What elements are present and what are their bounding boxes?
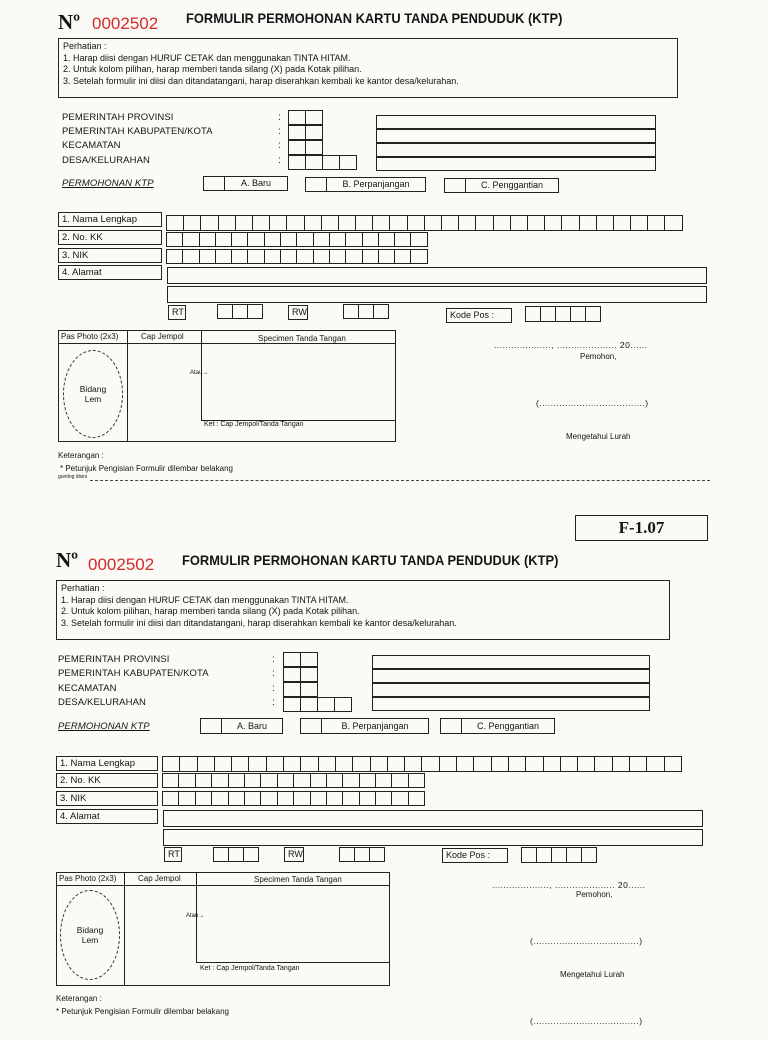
- nik-boxes[interactable]: [163, 791, 425, 806]
- permohonan-label: PERMOHONAN KTP: [58, 721, 150, 732]
- colon: :: [278, 126, 281, 137]
- char-box[interactable]: [521, 847, 537, 863]
- char-box[interactable]: [544, 215, 562, 231]
- district-code-boxes[interactable]: [284, 682, 318, 697]
- option-perpanjangan[interactable]: [305, 177, 426, 192]
- photo-divider: [127, 330, 128, 442]
- char-box[interactable]: [335, 756, 353, 772]
- date-line: ...................., ..................... 20......: [492, 880, 646, 890]
- char-box[interactable]: [664, 215, 682, 231]
- option-penggantian-label: C. Penggantian: [461, 718, 555, 734]
- specimen-bottom-line: [196, 962, 390, 963]
- char-box[interactable]: [579, 215, 597, 231]
- district-name-field[interactable]: [372, 683, 650, 697]
- char-box[interactable]: [339, 847, 355, 862]
- alamat-label: 4. Alamat: [58, 265, 162, 280]
- char-box[interactable]: [404, 756, 422, 772]
- char-box[interactable]: [389, 215, 407, 231]
- glue-label-1: Bidang: [79, 384, 107, 394]
- option-baru[interactable]: [200, 718, 283, 734]
- keterangan-text: * Petunjuk Pengisian Formulir dilembar belakang: [60, 464, 233, 473]
- district-label: KECAMATAN: [58, 683, 117, 694]
- char-box[interactable]: [300, 756, 318, 772]
- char-box[interactable]: [260, 773, 277, 788]
- char-box[interactable]: [326, 773, 343, 788]
- char-box[interactable]: [277, 773, 294, 788]
- char-box[interactable]: [304, 215, 322, 231]
- char-box[interactable]: [235, 215, 253, 231]
- char-box[interactable]: [310, 773, 327, 788]
- note-item: 1. Harap diisi dengan HURUF CETAK dan menggunakan TINTA HITAM.: [61, 594, 349, 605]
- kk-label: 2. No. KK: [58, 230, 162, 245]
- char-box[interactable]: [359, 791, 376, 806]
- colon: :: [278, 155, 281, 166]
- char-box[interactable]: [166, 215, 184, 231]
- char-box[interactable]: [585, 306, 601, 322]
- char-box[interactable]: [664, 756, 682, 772]
- photo-header-line: [58, 343, 396, 344]
- char-box[interactable]: [296, 249, 313, 264]
- char-box[interactable]: [543, 756, 561, 772]
- char-box[interactable]: [540, 306, 556, 322]
- char-box[interactable]: [378, 232, 395, 247]
- village-name-field[interactable]: [376, 157, 656, 171]
- char-box[interactable]: [391, 791, 408, 806]
- alamat-label: 4. Alamat: [56, 809, 158, 824]
- char-box[interactable]: [329, 232, 346, 247]
- date-line: ...................., ..................... 20......: [494, 340, 648, 350]
- province-label: PEMERINTAH PROVINSI: [58, 654, 170, 665]
- char-box[interactable]: [510, 215, 528, 231]
- char-box[interactable]: [439, 756, 457, 772]
- char-box[interactable]: [318, 756, 336, 772]
- char-box[interactable]: [321, 215, 339, 231]
- char-box[interactable]: [326, 791, 343, 806]
- char-box[interactable]: [214, 756, 232, 772]
- or-label: Atau: [190, 370, 203, 376]
- rt-label: RT: [164, 847, 182, 862]
- char-box[interactable]: [551, 847, 567, 863]
- char-box[interactable]: [359, 773, 376, 788]
- notes-heading: Perhatian :: [63, 41, 107, 51]
- char-box[interactable]: [211, 773, 228, 788]
- char-box[interactable]: [217, 304, 233, 319]
- char-box[interactable]: [232, 304, 248, 319]
- keterangan-text: * Petunjuk Pengisian Formulir dilembar belakang: [56, 1007, 229, 1016]
- form-title: FORMULIR PERMOHONAN KARTU TANDA PENDUDUK (KTP): [186, 10, 563, 26]
- lurah-label: Mengetahui Lurah: [566, 432, 631, 441]
- char-box[interactable]: [407, 215, 425, 231]
- char-box[interactable]: [162, 773, 179, 788]
- char-box[interactable]: [252, 215, 270, 231]
- nama-label: 1. Nama Lengkap: [56, 756, 158, 771]
- cut-line: [90, 480, 710, 481]
- village-label: DESA/KELURAHAN: [62, 155, 150, 166]
- char-box[interactable]: [527, 215, 545, 231]
- char-box[interactable]: [566, 847, 582, 863]
- district-label: KECAMATAN: [62, 140, 121, 151]
- kodepos-label: Kode Pos :: [446, 308, 512, 323]
- permohonan-label: PERMOHONAN KTP: [62, 178, 154, 189]
- char-box[interactable]: [199, 232, 216, 247]
- char-box[interactable]: [491, 756, 509, 772]
- char-box[interactable]: [345, 232, 362, 247]
- option-baru-label: A. Baru: [221, 718, 283, 734]
- char-box[interactable]: [269, 215, 287, 231]
- char-box[interactable]: [338, 215, 356, 231]
- char-box[interactable]: [612, 756, 630, 772]
- char-box[interactable]: [475, 215, 493, 231]
- char-box[interactable]: [182, 232, 199, 247]
- char-box[interactable]: [231, 756, 249, 772]
- char-box[interactable]: [260, 791, 277, 806]
- char-box[interactable]: [166, 249, 183, 264]
- kodepos-boxes[interactable]: [526, 306, 601, 322]
- char-box[interactable]: [493, 215, 511, 231]
- colon: :: [278, 112, 281, 123]
- char-box[interactable]: [286, 215, 304, 231]
- char-box[interactable]: [525, 306, 541, 322]
- glue-area: [63, 350, 123, 438]
- char-box[interactable]: [408, 773, 425, 788]
- char-box[interactable]: [424, 215, 442, 231]
- province-code-boxes[interactable]: [289, 110, 323, 125]
- kodepos-label: Kode Pos :: [442, 848, 508, 863]
- nik-boxes[interactable]: [167, 249, 428, 264]
- photo-header-line: [56, 885, 390, 886]
- form-code: F-1.07: [575, 515, 708, 541]
- rw-label: RW: [288, 305, 308, 320]
- char-box[interactable]: [355, 215, 373, 231]
- note-item: 1. Harap diisi dengan HURUF CETAK dan menggunakan TINTA HITAM.: [63, 52, 351, 63]
- char-box[interactable]: [280, 249, 297, 264]
- number-symbol: Nº: [56, 548, 79, 572]
- nik-label: 3. NIK: [56, 791, 158, 806]
- pemohon-label: Pemohon,: [580, 352, 617, 361]
- kk-boxes[interactable]: [163, 773, 425, 788]
- char-box[interactable]: [560, 756, 578, 772]
- char-box[interactable]: [647, 215, 665, 231]
- char-box[interactable]: [182, 249, 199, 264]
- char-box[interactable]: [199, 249, 216, 264]
- char-box[interactable]: [228, 791, 245, 806]
- char-box[interactable]: [581, 847, 597, 863]
- signature-line-bottom: (.....................................): [530, 1016, 643, 1026]
- char-box[interactable]: [458, 215, 476, 231]
- char-box[interactable]: [358, 304, 374, 319]
- province-code-boxes[interactable]: [284, 652, 318, 667]
- char-box[interactable]: [456, 756, 474, 772]
- option-penggantian[interactable]: [444, 178, 559, 193]
- ket-label: Ket : Cap Jempol/Tanda Tangan: [200, 965, 300, 972]
- alamat-line-2[interactable]: [167, 286, 707, 303]
- province-label: PEMERINTAH PROVINSI: [62, 112, 174, 123]
- char-box[interactable]: [244, 791, 261, 806]
- specimen-label: Specimen Tanda Tangan: [254, 875, 342, 884]
- colon: :: [278, 140, 281, 151]
- char-box[interactable]: [293, 773, 310, 788]
- char-box[interactable]: [197, 756, 215, 772]
- char-box[interactable]: [293, 791, 310, 806]
- char-box[interactable]: [410, 249, 427, 264]
- regency-name-field[interactable]: [376, 129, 656, 143]
- char-box[interactable]: [200, 215, 218, 231]
- alamat-line-1[interactable]: [167, 267, 707, 284]
- village-name-field[interactable]: [372, 697, 650, 711]
- or-label: Atau: [186, 913, 199, 919]
- char-box[interactable]: [370, 756, 388, 772]
- char-box[interactable]: [373, 304, 389, 319]
- char-box[interactable]: [218, 215, 236, 231]
- char-box[interactable]: [179, 756, 197, 772]
- kk-label: 2. No. KK: [56, 773, 158, 788]
- specimen-label: Specimen Tanda Tangan: [258, 334, 346, 343]
- char-box[interactable]: [231, 249, 248, 264]
- rw-boxes[interactable]: [340, 847, 385, 862]
- photo-label: Pas Photo (2x3): [59, 874, 117, 883]
- char-box[interactable]: [162, 756, 180, 772]
- jempol-label: Cap Jempol: [141, 332, 184, 341]
- village-code-boxes[interactable]: [289, 155, 357, 170]
- district-code-boxes[interactable]: [289, 140, 323, 155]
- char-box[interactable]: [244, 773, 261, 788]
- colon: :: [272, 683, 275, 694]
- char-box[interactable]: [354, 847, 370, 862]
- photo-divider: [124, 872, 125, 986]
- char-box[interactable]: [473, 756, 491, 772]
- nama-boxes[interactable]: [167, 215, 683, 231]
- char-box[interactable]: [594, 756, 612, 772]
- char-box[interactable]: [375, 791, 392, 806]
- char-box[interactable]: [162, 791, 179, 806]
- rw-boxes[interactable]: [344, 304, 389, 319]
- notes-heading: Perhatian :: [61, 583, 105, 593]
- cut-label: gunting disini: [58, 474, 88, 480]
- rw-label: RW: [284, 847, 304, 862]
- char-box[interactable]: [369, 847, 385, 862]
- char-box[interactable]: [362, 249, 379, 264]
- char-box[interactable]: [313, 232, 330, 247]
- rt-label: RT: [168, 305, 186, 320]
- char-box[interactable]: [372, 215, 390, 231]
- photo-label: Pas Photo (2x3): [61, 332, 119, 341]
- rt-boxes[interactable]: [214, 847, 259, 862]
- district-name-field[interactable]: [376, 143, 656, 157]
- char-box[interactable]: [296, 232, 313, 247]
- char-box[interactable]: [596, 215, 614, 231]
- char-box[interactable]: [394, 232, 411, 247]
- char-box[interactable]: [313, 249, 330, 264]
- char-box[interactable]: [266, 756, 284, 772]
- colon: :: [272, 668, 275, 679]
- regency-code-boxes[interactable]: [289, 125, 323, 140]
- signature-line: (.....................................): [530, 936, 643, 946]
- char-box[interactable]: [310, 791, 327, 806]
- village-label: DESA/KELURAHAN: [58, 697, 146, 708]
- note-item: 3. Setelah formulir ini diisi dan ditandatangani, harap diserahkan kembali ke kantor desa/kelurahan.: [63, 75, 459, 86]
- char-box[interactable]: [248, 756, 266, 772]
- char-box[interactable]: [387, 756, 405, 772]
- option-penggantian[interactable]: [440, 718, 555, 734]
- char-box[interactable]: [247, 232, 264, 247]
- char-box[interactable]: [342, 791, 359, 806]
- option-perpanjangan[interactable]: [300, 718, 429, 734]
- char-box[interactable]: [391, 773, 408, 788]
- char-box[interactable]: [342, 773, 359, 788]
- char-box[interactable]: [536, 847, 552, 863]
- option-penggantian-label: C. Penggantian: [465, 178, 559, 193]
- char-box[interactable]: [555, 306, 571, 322]
- keterangan-label: Keterangan :: [56, 994, 102, 1003]
- alamat-line-1[interactable]: [163, 810, 703, 827]
- char-box[interactable]: [345, 249, 362, 264]
- char-box[interactable]: [570, 306, 586, 322]
- option-perpanjangan-label: B. Perpanjangan: [321, 718, 429, 734]
- glue-label-1: Bidang: [76, 925, 104, 935]
- char-box[interactable]: [228, 773, 245, 788]
- char-box[interactable]: [178, 791, 195, 806]
- notes-box: [58, 38, 678, 98]
- province-name-field[interactable]: [372, 655, 650, 669]
- regency-label: PEMERINTAH KABUPATEN/KOTA: [58, 668, 209, 679]
- char-box[interactable]: [421, 756, 439, 772]
- lurah-label: Mengetahui Lurah: [560, 970, 625, 979]
- or-arrow: Atau→: [190, 370, 209, 376]
- char-box[interactable]: [195, 791, 212, 806]
- char-box[interactable]: [362, 232, 379, 247]
- char-box[interactable]: [215, 249, 232, 264]
- form-number: 0002502: [88, 555, 155, 574]
- regency-name-field[interactable]: [372, 669, 650, 683]
- char-box[interactable]: [183, 215, 201, 231]
- glue-area: [60, 890, 120, 980]
- char-box[interactable]: [264, 249, 281, 264]
- char-box[interactable]: [630, 215, 648, 231]
- form-number: 0002502: [92, 14, 159, 33]
- char-box[interactable]: [228, 847, 244, 862]
- note-item: 2. Untuk kolom pilihan, harap memberi tanda silang (X) pada Kotak pilihan.: [63, 64, 362, 74]
- nama-boxes[interactable]: [163, 756, 682, 772]
- regency-label: PEMERINTAH KABUPATEN/KOTA: [62, 126, 213, 137]
- char-box[interactable]: [508, 756, 526, 772]
- char-box[interactable]: [247, 249, 264, 264]
- char-box[interactable]: [195, 773, 212, 788]
- char-box[interactable]: [613, 215, 631, 231]
- pemohon-label: Pemohon,: [576, 890, 613, 899]
- glue-label-2: Lem: [84, 394, 102, 404]
- char-box[interactable]: [394, 249, 411, 264]
- char-box[interactable]: [441, 215, 459, 231]
- char-box[interactable]: [629, 756, 647, 772]
- kodepos-boxes[interactable]: [522, 847, 597, 863]
- colon: :: [272, 654, 275, 665]
- keterangan-label: Keterangan :: [58, 451, 104, 460]
- char-box[interactable]: [243, 847, 259, 862]
- char-box[interactable]: [408, 791, 425, 806]
- option-baru-label: A. Baru: [224, 176, 288, 191]
- char-box[interactable]: [280, 232, 297, 247]
- char-box[interactable]: [247, 304, 263, 319]
- glue-label-2: Lem: [81, 935, 99, 945]
- char-box[interactable]: [215, 232, 232, 247]
- kk-boxes[interactable]: [167, 232, 428, 247]
- colon: :: [272, 697, 275, 708]
- regency-code-boxes[interactable]: [284, 667, 318, 682]
- note-item: 2. Untuk kolom pilihan, harap memberi tanda silang (X) pada Kotak pilihan.: [61, 606, 360, 616]
- number-symbol: Nº: [58, 10, 81, 34]
- char-box[interactable]: [264, 232, 281, 247]
- char-box[interactable]: [178, 773, 195, 788]
- char-box[interactable]: [378, 249, 395, 264]
- char-box[interactable]: [646, 756, 664, 772]
- char-box[interactable]: [211, 791, 228, 806]
- char-box[interactable]: [561, 215, 579, 231]
- char-box[interactable]: [231, 232, 248, 247]
- option-perpanjangan-label: B. Perpanjangan: [326, 177, 426, 192]
- char-box[interactable]: [213, 847, 229, 862]
- char-box[interactable]: [352, 756, 370, 772]
- alamat-line-2[interactable]: [163, 829, 703, 846]
- village-code-boxes[interactable]: [284, 697, 352, 712]
- char-box[interactable]: [343, 304, 359, 319]
- ktp-form-bottom: [0, 540, 768, 1040]
- char-box[interactable]: [283, 756, 301, 772]
- form-title: FORMULIR PERMOHONAN KARTU TANDA PENDUDUK (KTP): [182, 552, 559, 568]
- signature-line: (.....................................): [536, 398, 649, 408]
- or-arrow: Atau→: [186, 913, 205, 919]
- ktp-form-top: [0, 0, 768, 500]
- note-item: 3. Setelah formulir ini diisi dan ditandatangani, harap diserahkan kembali ke kantor desa/kelurahan.: [61, 617, 457, 628]
- nik-label: 3. NIK: [58, 248, 162, 263]
- nama-label: 1. Nama Lengkap: [58, 212, 162, 227]
- char-box[interactable]: [525, 756, 543, 772]
- option-baru[interactable]: [203, 176, 288, 191]
- char-box[interactable]: [329, 249, 346, 264]
- jempol-label: Cap Jempol: [138, 874, 181, 883]
- char-box[interactable]: [410, 232, 427, 247]
- char-box[interactable]: [277, 791, 294, 806]
- ket-label: Ket : Cap Jempol/Tanda Tangan: [204, 421, 304, 428]
- rt-boxes[interactable]: [218, 304, 263, 319]
- province-name-field[interactable]: [376, 115, 656, 129]
- char-box[interactable]: [375, 773, 392, 788]
- char-box[interactable]: [577, 756, 595, 772]
- notes-box: [56, 580, 670, 640]
- char-box[interactable]: [166, 232, 183, 247]
